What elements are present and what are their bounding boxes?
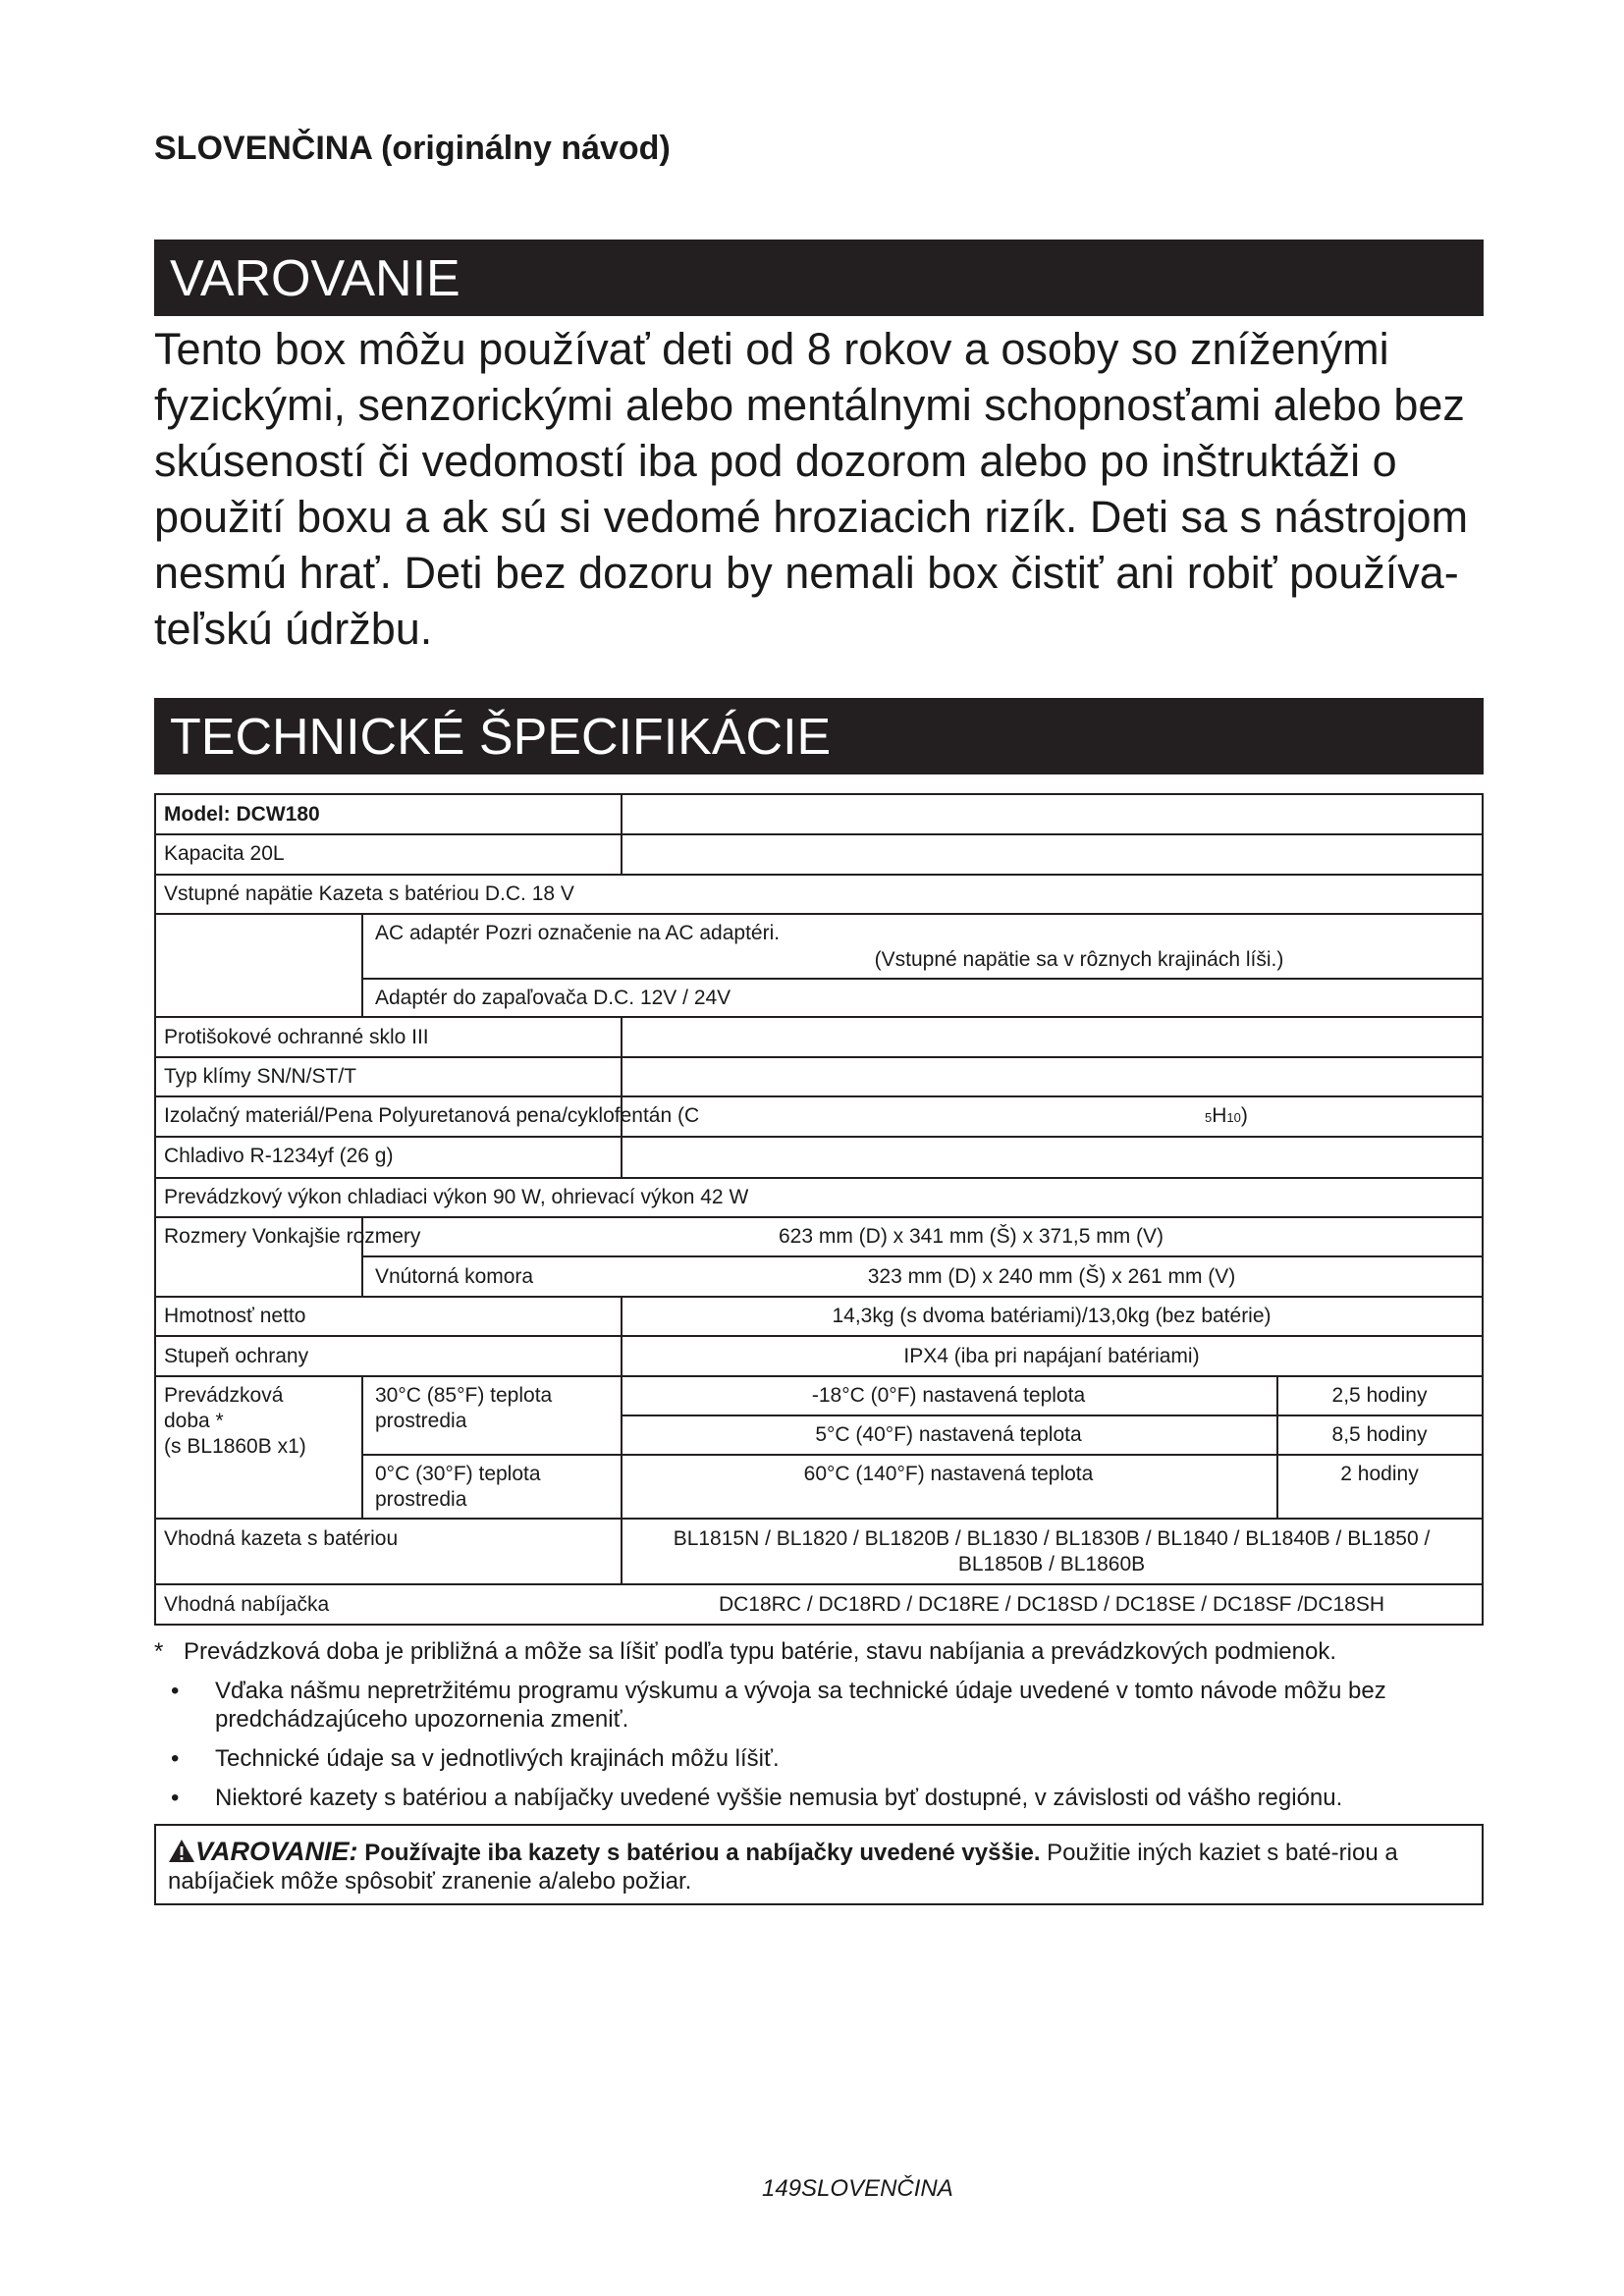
battery-line: BL1850B / BL1860B (957, 1553, 1146, 1575)
spec-dimensions-outer: 623 mm (D) x 341 mm (Š) x 371,5 mm (V) (778, 1225, 1164, 1248)
formula-subscript: 5 (1205, 1110, 1213, 1125)
language-heading: SLOVENČINA (originálny návod) (154, 130, 671, 167)
warning-line: Tento box môžu používať deti od 8 rokov a osoby so zníženými (154, 324, 1389, 374)
ambient-line: prostredia (375, 1488, 467, 1511)
note-item (154, 1784, 1489, 1812)
table-rule (156, 1177, 1482, 1179)
spec-glass: Protišokové ochranné sklo III (164, 1026, 429, 1048)
runtime-setting: 60°C (140°F) nastavená teplota (803, 1463, 1094, 1485)
runtime-setting: -18°C (0°F) nastavená teplota (811, 1384, 1086, 1407)
table-rule (156, 1375, 1482, 1377)
spec-ac-adapter: AC adaptér Pozri označenie na AC adaptéri. (375, 922, 781, 944)
bullet-icon: • (171, 1678, 180, 1704)
spec-weight: 14,3kg (s dvoma batériami)/13,0kg (bez batérie) (832, 1305, 1272, 1327)
note-text: Niektoré kazety s batériou a nabíjačky uvedené vyššie nemusia byť dostupné, v závislosti od vášho regiónu. (215, 1785, 1343, 1811)
table-rule (361, 1375, 363, 1518)
table-rule (156, 1583, 1482, 1585)
warning-text (154, 321, 1489, 657)
warning-line: fyzickými, senzorickými alebo mentálnymi schopnosťami alebo bez (154, 380, 1465, 430)
spec-dimensions-label: Rozmery Vonkajšie rozmery (164, 1225, 421, 1248)
table-rule (156, 1136, 1482, 1138)
table-rule (156, 874, 1482, 876)
warning-line: skúseností či vedomostí iba pod dozorom alebo po inštruktáži o (154, 436, 1397, 486)
table-rule (621, 1296, 623, 1375)
note-item (154, 1744, 1489, 1773)
page-footer: 149SLOVENČINA (762, 2175, 953, 2202)
spec-protection: IPX4 (iba pri napájaní batériami) (903, 1345, 1200, 1367)
spec-runtime-label (164, 1383, 306, 1460)
spec-runtime-ambient-0 (375, 1462, 541, 1513)
table-rule (156, 1216, 1482, 1218)
runtime-setting: 5°C (40°F) nastavená teplota (815, 1423, 1082, 1446)
table-rule (361, 978, 1482, 980)
table-rule (156, 1296, 1482, 1298)
table-rule (156, 1518, 1482, 1520)
table-rule (1276, 1375, 1278, 1518)
warning-title: VAROVANIE (154, 240, 1484, 316)
battery-line: BL1815N / BL1820 / BL1820B / BL1830 / BL1830B / BL1840 / BL1840B / BL1850 / (673, 1527, 1431, 1550)
caution-emphasis: Používajte iba kazety s batériou a nabíjačky uvedené vyššie. (364, 1840, 1041, 1866)
bullet-icon: • (171, 1785, 180, 1811)
runtime-label-line: doba * (164, 1410, 224, 1432)
caution-box (154, 1824, 1484, 1905)
table-rule (621, 1375, 623, 1583)
runtime-time: 2 hodiny (1340, 1463, 1419, 1485)
table-rule (621, 1016, 623, 1177)
note-text: Vďaka nášmu nepretržitému programu výskumu a vývoja sa technické údaje uvedené v tomto návode môžu bez predchádzajúceho upozornenia zmeniť. (215, 1678, 1386, 1733)
spec-battery (674, 1526, 1431, 1577)
note-mark: * (154, 1638, 164, 1665)
spec-charger: DC18RC / DC18RD / DC18RE / DC18SD / DC18SE / DC18SF /DC18SH (718, 1593, 1385, 1616)
notes-list (154, 1637, 1489, 1823)
spec-car-adapter: Adaptér do zapaľovača D.C. 12V / 24V (375, 987, 731, 1009)
spec-performance: Prevádzkový výkon chladiaci výkon 90 W, ohrievací výkon 42 W (164, 1186, 749, 1208)
table-rule (156, 1095, 1482, 1097)
spec-table (154, 793, 1484, 1626)
ambient-line: 30°C (85°F) teplota (375, 1384, 553, 1407)
spec-insulation: Izolačný materiál/Pena Polyuretanová pena/cyklofentán (C (164, 1104, 700, 1127)
runtime-time: 8,5 hodiny (1331, 1423, 1428, 1446)
note-item (154, 1677, 1489, 1734)
table-rule (361, 1255, 1482, 1257)
spec-battery-label: Vhodná kazeta s batériou (164, 1527, 399, 1550)
spec-runtime-ambient-30 (375, 1383, 552, 1434)
caution-title: VAROVANIE: (195, 1837, 358, 1866)
caution-text: Použitie iných kaziet s baté-riou a nabíjačiek môže spôsobiť zranenie a/alebo požiar. (168, 1840, 1398, 1895)
spec-dimensions-inner-label: Vnútorná komora (375, 1265, 534, 1288)
runtime-label-line: Prevádzková (164, 1384, 284, 1407)
table-rule (156, 1335, 1482, 1337)
warning-line: použití boxu a ak sú si vedomé hroziacich rizík. Deti sa s nástrojom (154, 492, 1469, 542)
ambient-line: prostredia (375, 1410, 467, 1432)
runtime-time: 2,5 hodiny (1331, 1384, 1428, 1407)
warning-triangle-icon (168, 1839, 195, 1863)
warning-line: nesmú hrať. Deti bez dozoru by nemali box čistiť ani robiť používa- (154, 548, 1459, 598)
table-rule (621, 1415, 1482, 1416)
table-rule (156, 1056, 1482, 1058)
spec-model: Model: DCW180 (164, 803, 320, 826)
table-rule (156, 833, 1482, 835)
spec-charger-label: Vhodná nabíjačka (164, 1593, 330, 1616)
spec-climate: Typ klímy SN/N/ST/T (164, 1065, 357, 1088)
spec-capacity: Kapacita 20L (164, 842, 285, 865)
table-rule (156, 1016, 1482, 1018)
table-rule (361, 913, 363, 1016)
specs-title: TECHNICKÉ ŠPECIFIKÁCIE (154, 698, 1484, 774)
warning-line: teľskú údržbu. (154, 604, 433, 654)
spec-ac-adapter-note: (Vstupné napätie sa v rôznych krajinách líši.) (874, 948, 1284, 971)
spec-insulation-formula (1205, 1103, 1248, 1131)
formula-subscript: 10 (1226, 1110, 1241, 1125)
note-text: Technické údaje sa v jednotlivých krajinách môžu líšiť. (215, 1745, 780, 1772)
formula-close: ) (1240, 1104, 1248, 1127)
spec-protection-label: Stupeň ochrany (164, 1345, 309, 1367)
bullet-icon: • (171, 1745, 180, 1772)
table-rule (156, 913, 1482, 915)
ambient-line: 0°C (30°F) teplota (375, 1463, 541, 1485)
formula-h: H (1212, 1104, 1227, 1127)
spec-dimensions-inner: 323 mm (D) x 240 mm (Š) x 261 mm (V) (867, 1265, 1236, 1288)
runtime-label-line: (s BL1860B x1) (164, 1435, 306, 1458)
table-rule (621, 795, 623, 874)
note-text: Prevádzková doba je približná a môže sa líšiť podľa typu batérie, stavu nabíjania a prevádzkových podmienok. (184, 1638, 1337, 1665)
spec-refrigerant: Chladivo R-1234yf (26 g) (164, 1145, 394, 1167)
spec-weight-label: Hmotnosť netto (164, 1305, 306, 1327)
table-rule (361, 1454, 1482, 1456)
note-item (154, 1637, 1489, 1666)
spec-input-voltage: Vstupné napätie Kazeta s batériou D.C. 18 V (164, 882, 574, 905)
